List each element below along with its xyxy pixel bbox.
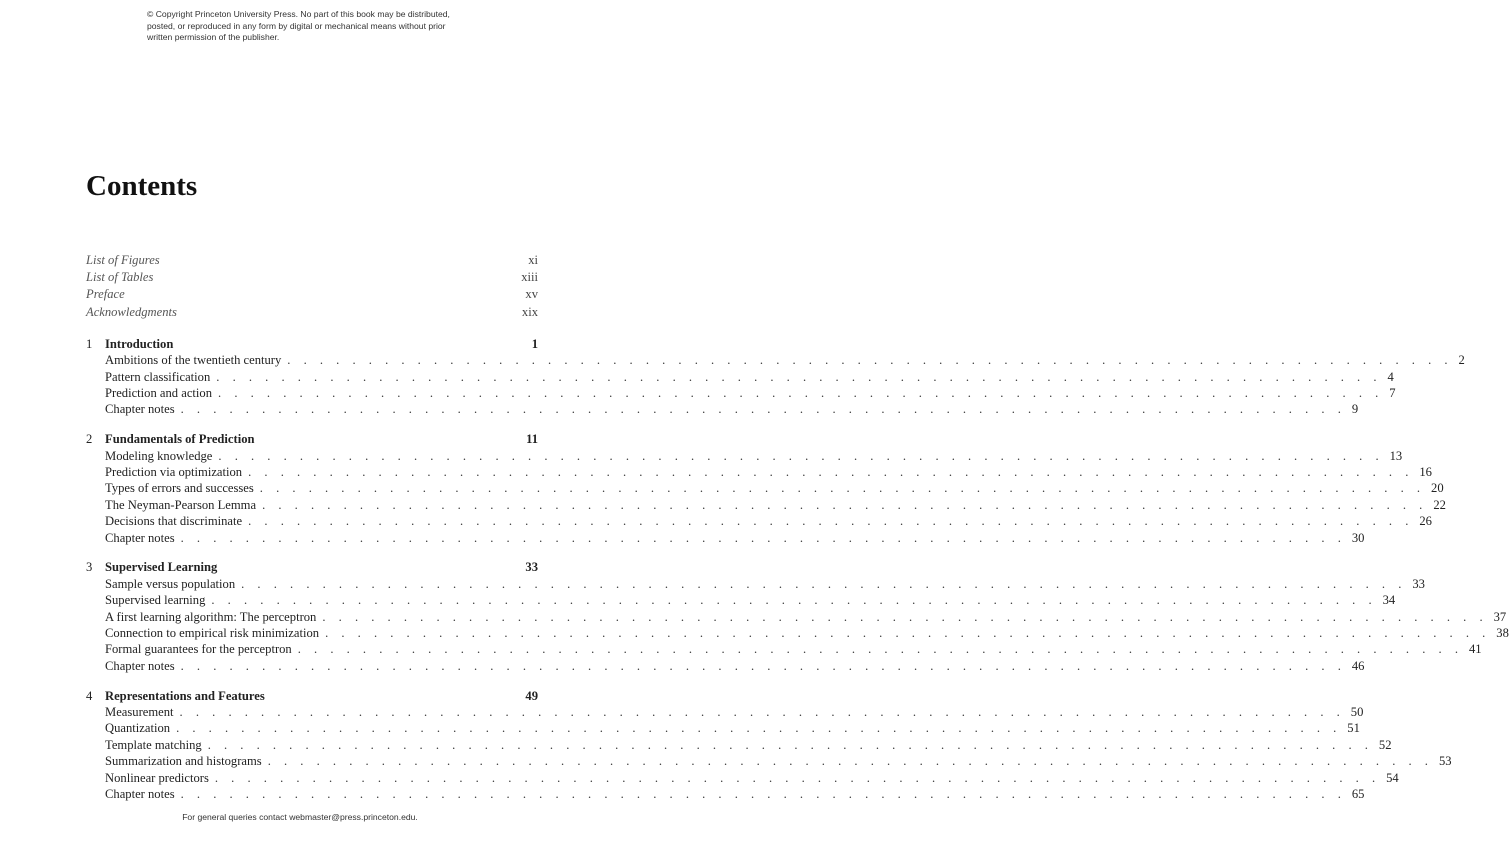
toc-entry-title: List of Tables — [86, 270, 154, 285]
toc-dot-leader: . . . . . . . . . . . . . . . . . . . . . . . . . . . . . . . . . . . . . . . . . . . . . . . . . . . . . . . . . . . . . . . . . . . . . . . . — [262, 497, 1428, 512]
toc-section-page: 7 — [1389, 386, 1396, 400]
toc-chapter-number: 2 — [86, 432, 93, 447]
toc-dot-leader: . . . . . . . . . . . . . . . . . . . . . . . . . . . . . . . . . . . . . . . . . . . . . . . . . . . . . . . . . . . . . . . . . . . . . . . . — [218, 448, 1384, 463]
toc-entry-title: Preface — [86, 287, 125, 302]
toc-section-title: Nonlinear predictors — [105, 770, 209, 785]
toc-chapter-entry — [86, 336, 538, 352]
toc-section-page: 16 — [1419, 465, 1432, 479]
toc-section-entry — [86, 609, 1507, 625]
toc-section-title: Summarization and histograms — [105, 754, 262, 769]
toc-section-page: 65 — [1351, 787, 1365, 801]
toc-dot-leader: . . . . . . . . . . . . . . . . . . . . . . . . . . . . . . . . . . . . . . . . . . . . . . . . . . . . . . . . . . . . . . . . . . . . . . . . — [180, 658, 1346, 673]
toc-chapter-entry — [86, 559, 538, 575]
toc-chapter-title: Introduction — [105, 336, 174, 351]
toc-section-entry — [86, 401, 1359, 417]
toc-entry-page: xiii — [521, 270, 538, 285]
toc-section-entry — [86, 786, 1365, 802]
toc-chapter-title: Supervised Learning — [105, 560, 218, 575]
toc-section-page: 50 — [1350, 705, 1364, 719]
toc-entry-page: xix — [521, 304, 538, 319]
toc-section-page: 54 — [1386, 770, 1399, 785]
toc-section-page: 22 — [1433, 497, 1446, 512]
toc-section-entry — [86, 770, 1399, 786]
toc-section-title: Chapter notes — [105, 787, 175, 801]
toc-dot-leader: . . . . . . . . . . . . . . . . . . . . . . . . . . . . . . . . . . . . . . . . . . . . . . . . . . . . . . . . . . . . . . . . . . . . . . . . — [297, 642, 1463, 657]
page-title: Contents — [86, 170, 198, 202]
toc-section-title: Ambitions of the twentieth century — [105, 353, 282, 368]
toc-chapter-number: 4 — [86, 688, 93, 703]
toc-section-title: Chapter notes — [105, 530, 175, 545]
toc-front-matter-entry — [86, 252, 538, 268]
copyright-notice: © Copyright Princeton University Press. No part of this book may be distributed, posted, or reproduced in any form by digital or mechanical means without prior written permission of the publisher. — [147, 9, 450, 42]
footer-contact: For general queries contact webmaster@press.princeton.edu. — [182, 812, 418, 822]
toc-section-title: Chapter notes — [105, 658, 175, 673]
toc-chapter-entry — [86, 431, 538, 447]
toc-dot-leader: . . . . . . . . . . . . . . . . . . . . . . . . . . . . . . . . . . . . . . . . . . . . . . . . . . . . . . . . . . . . . . . . . . . . . . . . — [216, 369, 1382, 384]
toc-section-title: Prediction and action — [105, 386, 213, 400]
toc-section-title: Supervised learning — [105, 593, 206, 608]
toc-section-page: 41 — [1468, 642, 1482, 657]
toc-section-entry — [86, 641, 1482, 657]
toc-dot-leader: . . . . . . . . . . . . . . . . . . . . . . . . . . . . . . . . . . . . . . . . . . . . . . . . . . . . . . . . . . . . . . . . . . . . . . . . — [241, 576, 1407, 591]
toc-front-matter-entry — [86, 269, 538, 285]
toc-dot-leader: . . . . . . . . . . . . . . . . . . . . . . . . . . . . . . . . . . . . . . . . . . . . . . . . . . . . . . . . . . . . . . . . . . . . . . . . — [267, 754, 1433, 769]
toc-entry-title: Acknowledgments — [86, 304, 177, 319]
toc-dot-leader: . . . . . . . . . . . . . . . . . . . . . . . . . . . . . . . . . . . . . . . . . . . . . . . . . . . . . . . . . . . . . . . . . . . . . . . . — [218, 386, 1384, 400]
toc-section-entry — [86, 513, 1432, 529]
toc-section-page: 52 — [1378, 737, 1392, 752]
toc-section-page: 34 — [1382, 593, 1396, 608]
toc-dot-leader: . . . . . . . . . . . . . . . . . . . . . . . . . . . . . . . . . . . . . . . . . . . . . . . . . . . . . . . . . . . . . . . . . . . . . . . . — [179, 705, 1345, 719]
toc-dot-leader: . . . . . . . . . . . . . . . . . . . . . . . . . . . . . . . . . . . . . . . . . . . . . . . . . . . . . . . . . . . . . . . . . . . . . . . . — [180, 402, 1346, 417]
toc-dot-leader: . . . . . . . . . . . . . . . . . . . . . . . . . . . . . . . . . . . . . . . . . . . . . . . . . . . . . . . . . . . . . . . . . . . . . . . . — [322, 609, 1488, 624]
toc-dot-leader: . . . . . . . . . . . . . . . . . . . . . . . . . . . . . . . . . . . . . . . . . . . . . . . . . . . . . . . . . . . . . . . . . . . . . . . . — [211, 593, 1377, 608]
toc-section-title: Sample versus population — [105, 576, 236, 591]
toc-section-page: 46 — [1351, 658, 1365, 673]
toc-section-entry — [86, 352, 1465, 368]
toc-section-title: Formal guarantees for the perceptron — [105, 642, 292, 657]
toc-section-title: Prediction via optimization — [105, 465, 243, 479]
toc-section-title: The Neyman-Pearson Lemma — [105, 497, 257, 512]
toc-section-entry — [86, 753, 1452, 769]
toc-dot-leader: . . . . . . . . . . . . . . . . . . . . . . . . . . . . . . . . . . . . . . . . . . . . . . . . . . . . . . . . . . . . . . . . . . . . . . . . — [248, 514, 1414, 529]
toc-section-page: 9 — [1351, 402, 1359, 417]
toc-section-entry — [86, 448, 1403, 464]
toc-front-matter-entry — [86, 286, 538, 302]
toc-section-entry — [86, 385, 1396, 401]
toc-chapter-title: Fundamentals of Prediction — [105, 432, 255, 447]
toc-section-title: Types of errors and successes — [105, 481, 254, 496]
toc-entry-title: List of Figures — [86, 253, 160, 267]
toc-dot-leader: . . . . . . . . . . . . . . . . . . . . . . . . . . . . . . . . . . . . . . . . . . . . . . . . . . . . . . . . . . . . . . . . . . . . . . . . — [325, 626, 1491, 640]
toc-dot-leader: . . . . . . . . . . . . . . . . . . . . . . . . . . . . . . . . . . . . . . . . . . . . . . . . . . . . . . . . . . . . . . . . . . . . . . . . — [176, 721, 1342, 736]
toc-section-page: 51 — [1347, 721, 1360, 736]
toc-dot-leader: . . . . . . . . . . . . . . . . . . . . . . . . . . . . . . . . . . . . . . . . . . . . . . . . . . . . . . . . . . . . . . . . . . . . . . . . — [287, 353, 1453, 368]
toc-section-title: Pattern classification — [105, 369, 211, 384]
toc-section-title: Template matching — [105, 737, 202, 752]
toc-section-page: 26 — [1419, 514, 1432, 529]
toc-section-page: 30 — [1351, 530, 1365, 545]
toc-section-page: 38 — [1496, 626, 1509, 640]
toc-dot-leader: . . . . . . . . . . . . . . . . . . . . . . . . . . . . . . . . . . . . . . . . . . . . . . . . . . . . . . . . . . . . . . . . . . . . . . . . — [259, 481, 1426, 496]
toc-section-entry — [86, 658, 1365, 674]
toc-chapter-page: 1 — [531, 336, 538, 351]
toc-section-page: 4 — [1387, 369, 1394, 384]
toc-chapter-page: 11 — [526, 432, 538, 447]
toc-dot-leader: . . . . . . . . . . . . . . . . . . . . . . . . . . . . . . . . . . . . . . . . . . . . . . . . . . . . . . . . . . . . . . . . . . . . . . . . — [214, 770, 1381, 785]
toc-chapter-number: 3 — [86, 560, 93, 575]
toc-section-page: 13 — [1389, 448, 1403, 463]
toc-chapter-page: 33 — [525, 560, 538, 575]
toc-chapter-title: Representations and Features — [105, 688, 265, 703]
toc-section-entry — [86, 576, 1425, 592]
toc-chapter-entry — [86, 688, 538, 704]
toc-section-title: Measurement — [105, 705, 174, 719]
toc-section-title: Modeling knowledge — [105, 448, 213, 463]
toc-entry-page: xi — [528, 253, 538, 267]
toc-entry-page: xv — [525, 287, 538, 302]
toc-chapter-number: 1 — [86, 336, 93, 351]
toc-section-page: 2 — [1458, 353, 1465, 368]
toc-dot-leader: . . . . . . . . . . . . . . . . . . . . . . . . . . . . . . . . . . . . . . . . . . . . . . . . . . . . . . . . . . . . . . . . . . . . . . . . — [207, 737, 1373, 752]
toc-section-entry — [86, 625, 1509, 641]
toc-section-entry — [86, 497, 1446, 513]
toc-dot-leader: . . . . . . . . . . . . . . . . . . . . . . . . . . . . . . . . . . . . . . . . . . . . . . . . . . . . . . . . . . . . . . . . . . . . . . . . — [180, 787, 1346, 801]
toc-section-entry — [86, 530, 1365, 546]
toc-front-matter-entry — [86, 304, 538, 320]
toc-section-entry — [86, 592, 1396, 608]
toc-dot-leader: . . . . . . . . . . . . . . . . . . . . . . . . . . . . . . . . . . . . . . . . . . . . . . . . . . . . . . . . . . . . . . . . . . . . . . . . — [248, 465, 1414, 479]
toc-section-page: 33 — [1412, 576, 1425, 591]
toc-section-title: Decisions that discriminate — [105, 514, 243, 529]
toc-chapter-page: 49 — [525, 688, 538, 703]
toc-section-page: 53 — [1438, 754, 1452, 769]
toc-section-title: Chapter notes — [105, 402, 175, 417]
toc-section-title: Connection to empirical risk minimization — [105, 626, 320, 640]
toc-section-entry — [86, 480, 1444, 496]
toc-section-entry — [86, 464, 1432, 480]
toc-section-title: Quantization — [105, 721, 171, 736]
toc-section-entry — [86, 369, 1394, 385]
toc-dot-leader: . . . . . . . . . . . . . . . . . . . . . . . . . . . . . . . . . . . . . . . . . . . . . . . . . . . . . . . . . . . . . . . . . . . . . . . . — [180, 530, 1346, 545]
toc-section-title: A first learning algorithm: The perceptron — [105, 609, 317, 624]
toc-section-entry — [86, 737, 1392, 753]
toc-section-entry — [86, 720, 1360, 736]
toc-section-entry — [86, 704, 1364, 720]
toc-section-page: 20 — [1431, 481, 1444, 496]
toc-section-page: 37 — [1493, 609, 1507, 624]
